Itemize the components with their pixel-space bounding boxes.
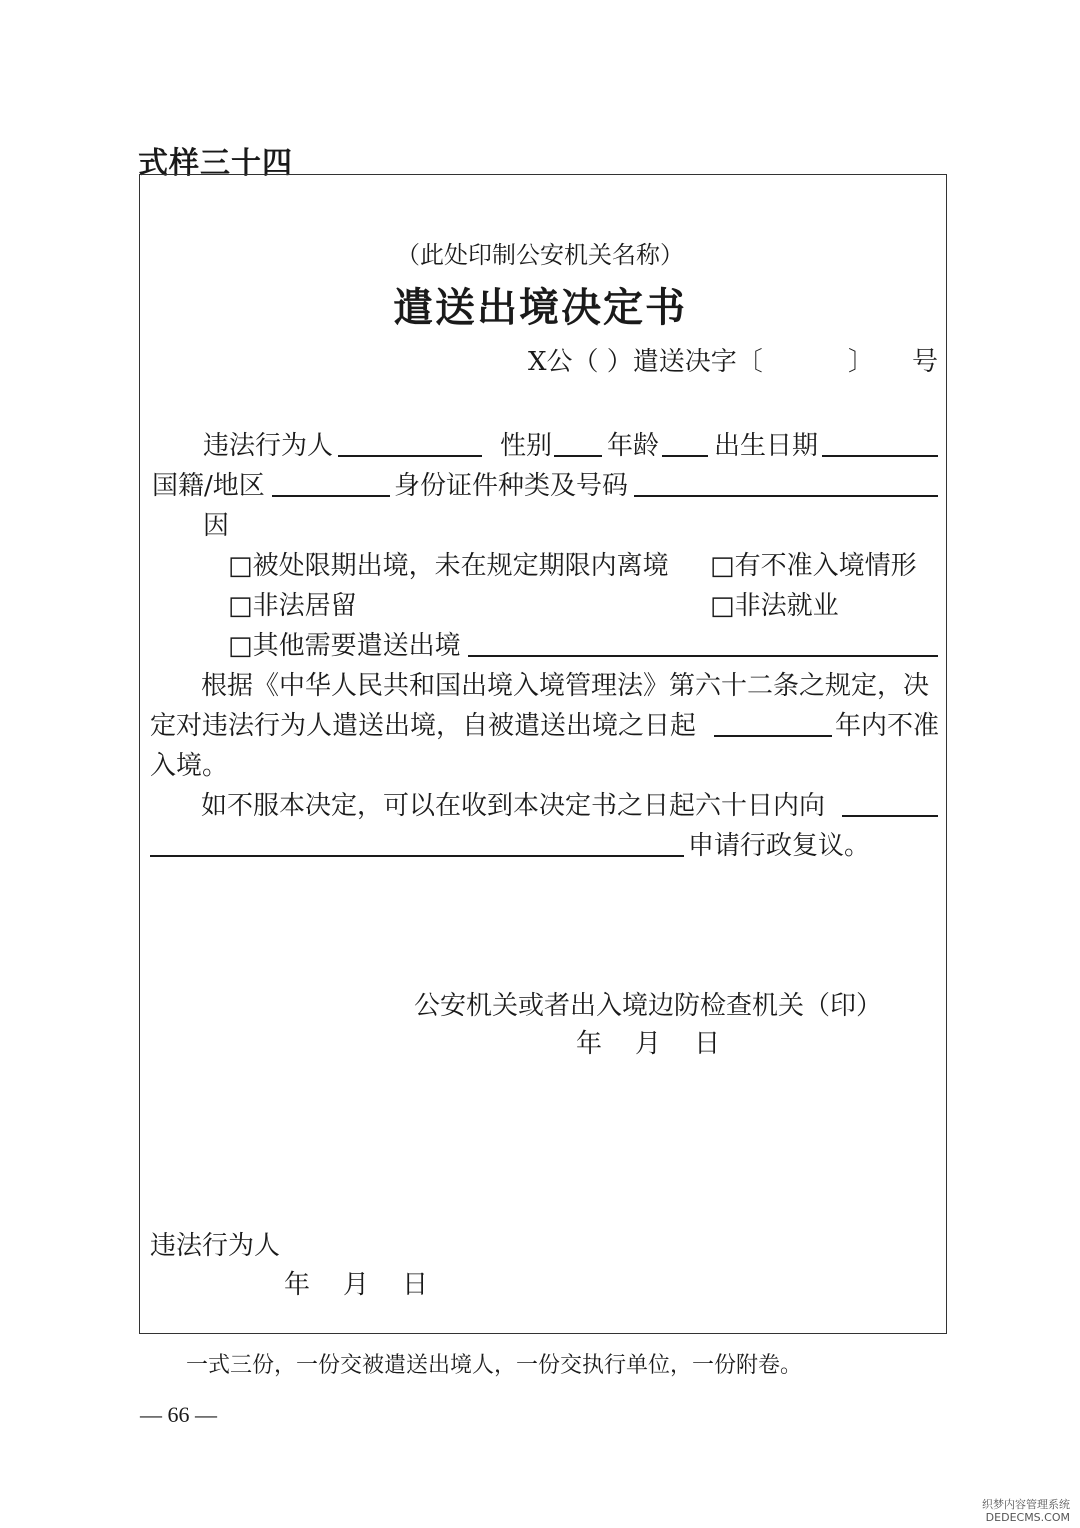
appeal-agency-blank-2 bbox=[150, 855, 684, 857]
ban-years-blank bbox=[714, 735, 832, 737]
id-number-blank bbox=[634, 495, 938, 497]
option-other: □其他需要遣送出境 bbox=[228, 631, 461, 661]
basis-line-2: 定对违法行为人遣送出境，自被遣送出境之日起 bbox=[150, 711, 697, 741]
issue-date: 年 月 日 bbox=[576, 1029, 721, 1059]
age-label: 年龄 bbox=[607, 431, 660, 461]
appeal-line-1: 如不服本决定，可以在收到本决定书之日起六十日内向 bbox=[201, 791, 826, 821]
appeal-agency-blank-1 bbox=[842, 815, 938, 817]
page-number: — 66 — bbox=[140, 1402, 217, 1427]
sample-label: 式样三十四 bbox=[138, 146, 293, 181]
doc-number-bracket-close: 〕 bbox=[848, 347, 875, 377]
document-title: 遣送出境决定书 bbox=[393, 284, 687, 331]
basis-line-3: 入境。 bbox=[150, 751, 229, 781]
option-illegal-residence: □非法居留 bbox=[228, 591, 357, 621]
copies-note: 一式三份，一份交被遣送出境人，一份交执行单位，一份附卷。 bbox=[186, 1353, 803, 1378]
issuing-authority: 公安机关或者出入境边防检查机关（印） bbox=[414, 991, 883, 1021]
because-label: 因 bbox=[203, 511, 230, 541]
agency-name-placeholder: （此处印制公安机关名称） bbox=[396, 241, 684, 269]
option-other-blank bbox=[468, 655, 938, 657]
doc-number-prefix: X公（ ）遣送决字〔 bbox=[528, 347, 763, 377]
watermark-line-2: DEDECMS.COM bbox=[985, 1511, 1070, 1524]
basis-line-2-end: 年内不准 bbox=[835, 711, 940, 741]
offender-label: 违法行为人 bbox=[203, 431, 334, 461]
basis-line-1: 根据《中华人民共和国出境入境管理法》第六十二条之规定，决 bbox=[201, 671, 930, 701]
age-blank bbox=[662, 455, 708, 457]
watermark-line-1: 织梦内容管理系统 bbox=[982, 1498, 1070, 1511]
gender-blank bbox=[554, 455, 602, 457]
nationality-label: 国籍/地区 bbox=[152, 471, 265, 501]
offender-blank bbox=[338, 455, 482, 457]
site-watermark bbox=[982, 1498, 1070, 1524]
offender-sign-date: 年 月 日 bbox=[284, 1270, 429, 1300]
option-illegal-employment: □非法就业 bbox=[710, 591, 839, 621]
nationality-blank bbox=[272, 495, 390, 497]
offender-signature-label: 违法行为人 bbox=[150, 1231, 281, 1261]
gender-label: 性别 bbox=[500, 431, 553, 461]
option-inadmissible: □有不准入境情形 bbox=[710, 551, 917, 581]
birthdate-blank bbox=[822, 455, 938, 457]
birthdate-label: 出生日期 bbox=[714, 431, 819, 461]
id-type-label: 身份证件种类及号码 bbox=[394, 471, 629, 501]
doc-number-suffix: 号 bbox=[912, 347, 939, 377]
option-overstay: □被处限期出境，未在规定期限内离境 bbox=[228, 551, 669, 581]
appeal-line-2: 申请行政复议。 bbox=[688, 831, 871, 861]
